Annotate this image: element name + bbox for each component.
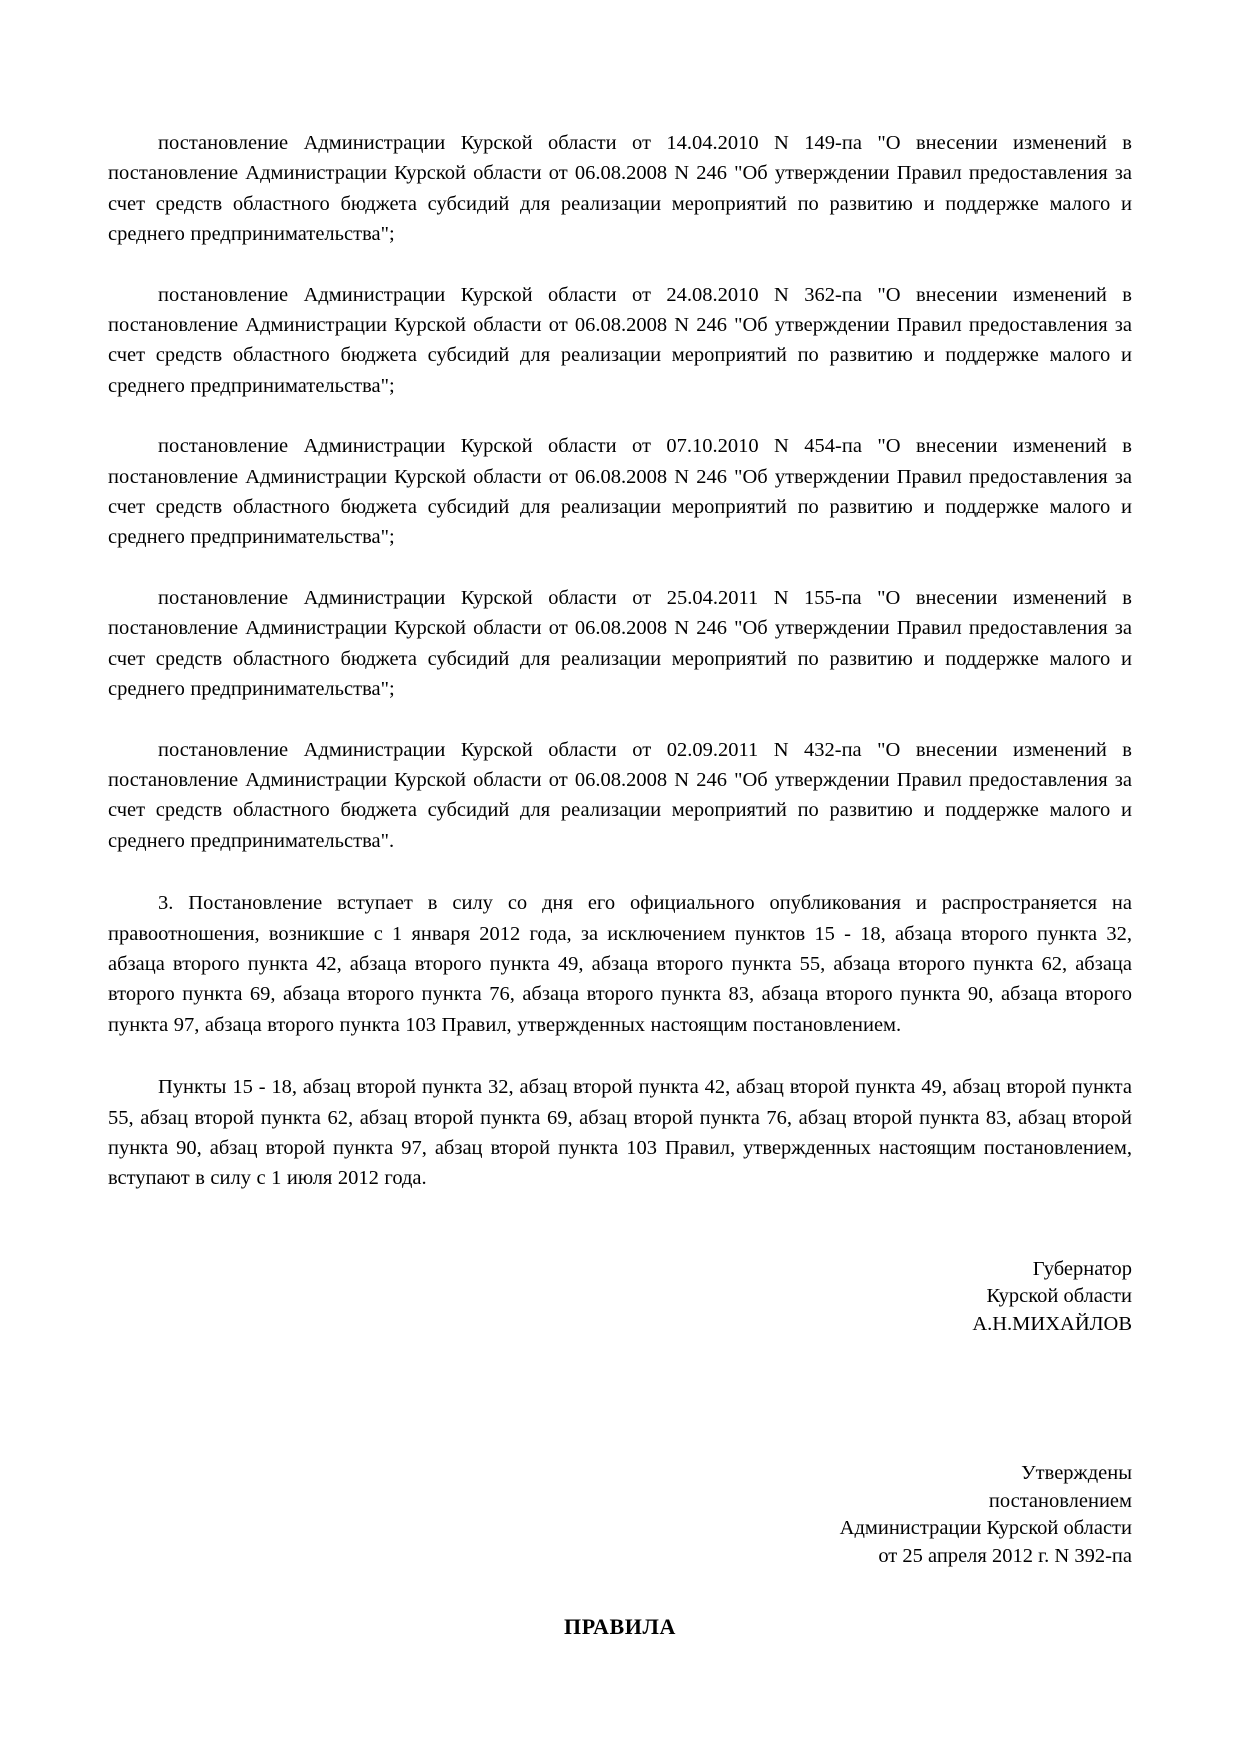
approval-block xyxy=(108,1460,1132,1570)
signature-block xyxy=(108,1256,1132,1339)
amendment-paragraph: постановление Администрации Курской области от 07.10.2010 N 454-па "О внесении изменений в постановление Администрации Курской области от 06.08.2008 N 246 "Об утверждении Правил предоставления за счет средств областного бюджета субсидий для реализации мероприятий по развитию и поддержке малого и среднего предпринимательства"; xyxy=(108,435,1132,549)
clause-4-paragraph: Пункты 15 - 18, абзац второй пункта 32, абзац второй пункта 42, абзац второй пункта 49, абзац второй пункта 55, абзац второй пункта 62, абзац второй пункта 69, абзац второй пункта 76, абзац второй пункта 83, абзац второй пункта 90, абзац второй пункта 97, абзац второй пункта 103 Правил, утвержденных настоящим постановлением, вступают в силу с 1 июля 2012 года. xyxy=(108,1076,1132,1190)
approval-line-3: Администрации Курской области xyxy=(839,1517,1132,1540)
signature-position: Губернатор xyxy=(1032,1257,1132,1280)
document-body xyxy=(108,128,1132,1640)
amendment-paragraph: постановление Администрации Курской области от 02.09.2011 N 432-па "О внесении изменений в постановление Администрации Курской области от 06.08.2008 N 246 "Об утверждении Правил предоставления за счет средств областного бюджета субсидий для реализации мероприятий по развитию и поддержке малого и среднего предпринимательства". xyxy=(108,738,1132,852)
amendment-paragraph: постановление Администрации Курской области от 25.04.2011 N 155-па "О внесении изменений в постановление Администрации Курской области от 06.08.2008 N 246 "Об утверждении Правил предоставления за счет средств областного бюджета субсидий для реализации мероприятий по развитию и поддержке малого и среднего предпринимательства"; xyxy=(108,586,1132,701)
page-title: ПРАВИЛА xyxy=(564,1614,676,1640)
approval-line-4: от 25 апреля 2012 г. N 392-па xyxy=(878,1544,1132,1567)
signature-name: А.Н.МИХАЙЛОВ xyxy=(972,1312,1132,1335)
signature-region: Курской области xyxy=(986,1285,1132,1308)
approval-line-1: Утверждены xyxy=(1021,1462,1132,1485)
clause-3-paragraph: 3. Постановление вступает в силу со дня его официального опубликования и распространяется на правоотношения, возникшие с 1 января 2012 года, за исключением пунктов 15 - 18, абзаца второго пункта 32, абзаца второго пункта 42, абзаца второго пункта 49, абзаца второго пункта 55, абзаца второго пункта 62, абзаца второго пункта 69, абзаца второго пункта 76, абзаца второго пункта 83, абзаца второго пункта 90, абзаца второго пункта 97, абзаца второго пункта 103 Правил, утвержденных настоящим постановлением. xyxy=(108,892,1132,1036)
amendment-paragraph: постановление Администрации Курской области от 14.04.2010 N 149-па "О внесении изменений в постановление Администрации Курской области от 06.08.2008 N 246 "Об утверждении Правил предоставления за счет средств областного бюджета субсидий для реализации мероприятий по развитию и поддержке малого и среднего предпринимательства"; xyxy=(108,132,1132,246)
approval-line-2: постановлением xyxy=(988,1489,1132,1512)
amendment-paragraph: постановление Администрации Курской области от 24.08.2010 N 362-па "О внесении изменений в постановление Администрации Курской области от 06.08.2008 N 246 "Об утверждении Правил предоставления за счет средств областного бюджета субсидий для реализации мероприятий по развитию и поддержке малого и среднего предпринимательства"; xyxy=(108,283,1132,397)
